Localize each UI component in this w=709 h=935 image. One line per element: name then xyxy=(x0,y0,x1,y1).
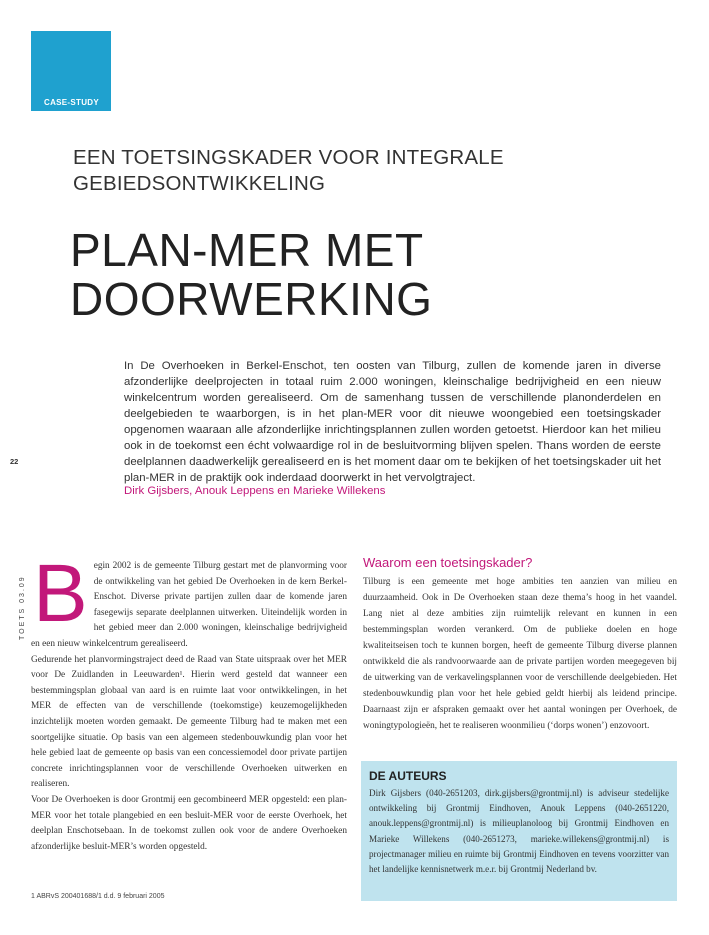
journal-issue-label: TOETS 03.09 xyxy=(19,575,26,640)
article-title xyxy=(70,226,670,324)
body-left-column xyxy=(31,548,347,855)
intro-paragraph: In De Overhoeken in Berkel-Enschot, ten oosten van Tilburg, zullen de komende jaren in diverse afzonderlijke deelprojecten in totaal ruim 2.000 woningen, kleinschalige bedrijvigheid en een nieuw winkelcentrum worden gerealiseerd. Om de samenhang tussen de verschillende planonderdelen en deelgebieden te waarborgen, is in het plan-MER voor dit nieuwe woongebied een toetsingskader opgenomen waaraan alle afzonderlijke inrichtingsplannen zullen worden getoetst. Hierdoor kan het milieu ook in de toekomst een écht volwaardige rol in de besluitvorming blijven spelen. Thans worden de eerste deelplannen daadwerkelijk gerealiseerd en is het moment daar om te bekijken of het toetsingskader uit het plan-MER in de praktijk ook inderdaad doorwerkt in het vervolgtraject. xyxy=(124,360,661,484)
authors-box xyxy=(361,761,677,901)
title-line-2: DOORWERKING xyxy=(70,273,433,325)
subtitle-line-1: EEN TOETSINGSKADER VOOR INTEGRALE xyxy=(73,146,504,169)
title-line-1: PLAN-MER MET xyxy=(70,224,424,276)
body-right-column xyxy=(363,555,677,734)
subtitle-line-2: GEBIEDSONTWIKKELING xyxy=(73,172,326,195)
article-subtitle xyxy=(73,145,633,197)
body-paragraph-1: egin 2002 is de gemeente Tilburg gestart met de planvorming voor de ontwikkeling van het gebied De Overhoeken in de kern Berkel-Enschot. Diverse private partijen zullen daar de komende jaren fasegewijs separate deelplannen uitwerken. Uiteindelijk worden in het gebied meer dan 2.000 woningen, kleinschalige bedrijvigheid en een nieuw winkelcentrum gerealiseerd. xyxy=(31,561,347,649)
section-heading: Waarom een toetsingskader? xyxy=(363,555,533,570)
body-paragraph-2: Gedurende het planvormingstraject deed de Raad van State uitspraak over het MER voor De Zuidlanden in Leeuwarden¹. Hierin werd gesteld dat wanneer een bestemmingsplan globaal van aard is en ruimte laat voor ontwikkelingen, in het MER de effecten van de verschillende (toekomstige) keuzemogelijkheden inzichtelijk moeten worden gemaakt. De gemeente Tilburg had te maken met een soortgelijke situatie. Op basis van een algemeen stedenbouwkundig plan voor het hele gebied laat de gemeente op basis van een concessiemodel door private partijen concrete inrichtingsplannen voor de verschillende Overhoeken uitwerken en realiseren. xyxy=(31,654,347,790)
section-label: CASE-STUDY xyxy=(44,98,100,107)
body-paragraph-3: Voor De Overhoeken is door Grontmij een gecombineerd MER opgesteld: een plan-MER voor het totale plangebied en een besluit-MER voor de eerste Overhoek, het deelplan Enschotsebaan. In de toekomst zullen ook voor de andere Overhoeken afzonderlijke besluit-MER’s worden opgesteld. xyxy=(31,794,347,852)
authors-box-text: Dirk Gijsbers (040-2651203, dirk.gijsbers@grontmij.nl) is adviseur stedelijke ontwikkeling bij Grontmij Eindhoven, Anouk Leppens (040-2651220, anouk.leppens@grontmij.nl) is milieuplanoloog bij Grontmij Eindhoven en Marieke Willekens (040-2651273, marieke.willekens@grontmij.nl) is projectmanager milieu en ruimte bij Grontmij Eindhoven en tevens voorzitter van het landelijke kennisnetwerk m.e.r. bij Grontmij Nederland bv. xyxy=(369,788,669,875)
authors-box-title: DE AUTEURS xyxy=(369,769,447,783)
page-number: 22 xyxy=(10,457,19,466)
author-byline: Dirk Gijsbers, Anouk Leppens en Marieke Willekens xyxy=(124,485,386,497)
section-body: Tilburg is een gemeente met hoge ambities ten aanzien van milieu en duurzaamheid. Ook in De Overhoeken staan deze thema’s hoog in het vaandel. Lang niet al deze ambities zijn ruimtelijk relevant en kunnen in een bestemmingsplan worden verankerd. Om de publieke doelen en hoge kwaliteitseisen toch te kunnen borgen, heeft de gemeente Tilburg diverse plannen ontwikkeld die als randvoorwaarde aan de private partijen worden meegegeven bij de uitwerking van de verkavelingsplannen voor de verschillende deelgebieden. Het stedenbouwkundig plan voor het hele gebied geldt hierbij als leidend principe. Daarnaast zijn er afspraken gemaakt over het aantal woningen per Overhoek, de woningtypologieën, het te realiseren woonmilieu (‘dorps wonen’) enzovoort. xyxy=(363,577,677,731)
footnote: 1 ABRvS 200401688/1 d.d. 9 februari 2005 xyxy=(31,893,165,900)
drop-cap: B xyxy=(33,548,88,639)
